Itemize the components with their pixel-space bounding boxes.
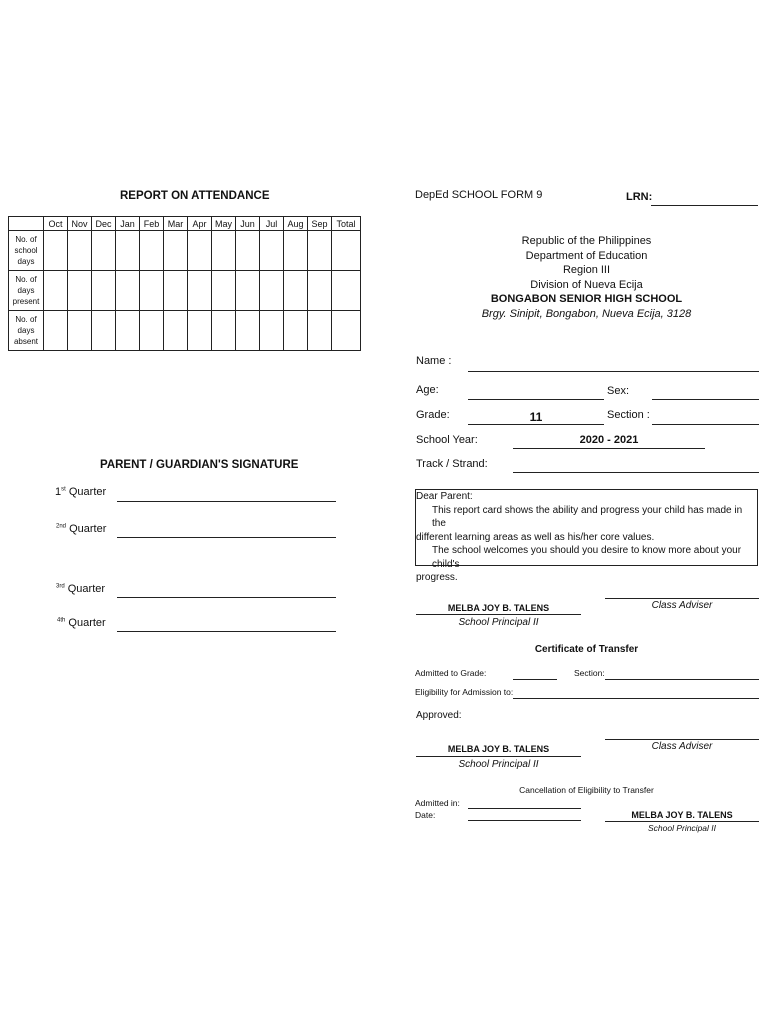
department-text: Department of Education <box>525 249 648 262</box>
quarter-suffix: st <box>61 486 66 493</box>
month-header: Mar <box>164 217 188 231</box>
attendance-cell[interactable] <box>236 231 260 271</box>
attendance-cell[interactable] <box>68 311 92 351</box>
quarter-suffix: 4th <box>57 617 66 624</box>
quarter-4-label <box>57 617 106 629</box>
republic-text: Republic of the Philippines <box>521 235 652 247</box>
approved-label: Approved: <box>416 710 462 721</box>
quarter-3-label <box>56 583 105 595</box>
quarter-text: Quarter <box>69 523 107 535</box>
principal-name-2: MELBA JOY B. TALENS <box>447 744 550 754</box>
parent-letter-box <box>415 489 758 583</box>
attendance-cell[interactable] <box>212 231 236 271</box>
age-field[interactable] <box>468 399 604 400</box>
date-label: Date: <box>415 810 436 820</box>
admitted-grade-label: Admitted to Grade: <box>415 668 487 678</box>
admitted-grade-field[interactable] <box>513 679 557 680</box>
attendance-cell[interactable] <box>212 271 236 311</box>
transfer-title: Certificate of Transfer <box>534 644 639 655</box>
letter-line: progress. <box>416 572 458 583</box>
attendance-table <box>8 216 361 351</box>
attendance-row-days-absent <box>9 311 361 351</box>
attendance-row-school-days <box>9 231 361 271</box>
attendance-cell[interactable] <box>284 231 308 271</box>
eligibility-label: Eligibility for Admission to: <box>415 687 514 697</box>
attendance-total-cell[interactable] <box>332 231 361 271</box>
section-field[interactable] <box>652 424 759 425</box>
attendance-cell[interactable] <box>116 231 140 271</box>
region-text: Region III <box>562 264 611 276</box>
quarter-1-signature-line[interactable] <box>117 501 336 502</box>
attendance-cell[interactable] <box>188 271 212 311</box>
attendance-cell[interactable] <box>188 231 212 271</box>
attendance-cell[interactable] <box>92 231 116 271</box>
row-label-line: absent <box>13 337 39 346</box>
month-header: Aug <box>284 217 308 231</box>
principal-title-3: School Principal II <box>647 823 717 833</box>
school-year-field[interactable] <box>513 448 705 449</box>
attendance-cell[interactable] <box>140 271 164 311</box>
name-label: Name : <box>416 355 452 367</box>
adviser-signature-line-1[interactable] <box>605 598 759 599</box>
quarter-2-label <box>56 523 106 535</box>
adviser-title-2: Class Adviser <box>651 741 713 752</box>
month-header: Jan <box>116 217 140 231</box>
principal-name-1: MELBA JOY B. TALENS <box>447 603 550 613</box>
cancellation-title: Cancellation of Eligibility to Transfer <box>519 785 654 795</box>
division-text: Division of Nueva Ecija <box>530 278 643 291</box>
quarter-4-signature-line[interactable] <box>117 631 336 632</box>
school-header <box>474 234 699 321</box>
attendance-cell[interactable] <box>260 311 284 351</box>
quarter-text: Quarter <box>68 617 106 629</box>
attendance-cell[interactable] <box>92 271 116 311</box>
month-header: Jun <box>236 217 260 231</box>
signature-title: PARENT / GUARDIAN'S SIGNATURE <box>100 459 299 471</box>
row-label-line: No. of <box>15 235 37 244</box>
principal-title-2: School Principal II <box>458 759 539 770</box>
row-label <box>9 311 44 351</box>
quarter-1-label <box>55 486 106 498</box>
row-label <box>9 231 44 271</box>
attendance-total-cell[interactable] <box>332 271 361 311</box>
month-header: Jul <box>260 217 284 231</box>
transfer-section-field[interactable] <box>605 679 759 680</box>
month-header: May <box>212 217 236 231</box>
age-label: Age: <box>416 384 439 396</box>
attendance-cell[interactable] <box>164 311 188 351</box>
quarter-2-signature-line[interactable] <box>117 537 336 538</box>
attendance-cell[interactable] <box>188 311 212 351</box>
row-label-line: No. of <box>15 315 37 324</box>
lrn-line[interactable] <box>651 205 758 206</box>
month-header: Dec <box>92 217 116 231</box>
attendance-cell[interactable] <box>44 271 68 311</box>
attendance-cell[interactable] <box>44 311 68 351</box>
attendance-cell[interactable] <box>68 271 92 311</box>
row-label-line: school <box>14 246 38 255</box>
quarter-text: Quarter <box>68 486 107 498</box>
attendance-row-days-present <box>9 271 361 311</box>
month-header: Oct <box>44 217 68 231</box>
quarter-suffix: 3rd <box>56 583 65 590</box>
attendance-cell[interactable] <box>164 271 188 311</box>
date-field[interactable] <box>468 820 581 821</box>
attendance-cell[interactable] <box>92 311 116 351</box>
attendance-cell[interactable] <box>236 311 260 351</box>
sex-field[interactable] <box>652 399 759 400</box>
principal-signature-line-3 <box>605 821 759 822</box>
quarter-text: Quarter <box>67 583 106 595</box>
attendance-cell[interactable] <box>140 231 164 271</box>
principal-signature-line-1 <box>416 614 581 615</box>
attendance-cell[interactable] <box>164 231 188 271</box>
grade-label: Grade: <box>416 409 450 421</box>
attendance-cell[interactable] <box>212 311 236 351</box>
principal-title-1: School Principal II <box>458 617 539 628</box>
row-label-line: days <box>17 326 35 335</box>
row-label <box>9 271 44 311</box>
principal-name-3: MELBA JOY B. TALENS <box>631 810 733 820</box>
attendance-cell[interactable] <box>68 231 92 271</box>
school-address: Brgy. Sinipit, Bongabon, Nueva Ecija, 3128 <box>481 307 692 320</box>
attendance-cell[interactable] <box>260 231 284 271</box>
attendance-title: REPORT ON ATTENDANCE <box>120 190 270 202</box>
admitted-in-label: Admitted in: <box>415 798 460 808</box>
name-field[interactable] <box>468 371 759 372</box>
attendance-corner-cell <box>9 217 44 231</box>
school-year-value: 2020 - 2021 <box>579 434 639 446</box>
attendance-cell[interactable] <box>260 271 284 311</box>
attendance-header-row <box>9 217 361 231</box>
grade-value: 11 <box>529 410 543 424</box>
quarter-suffix: 2nd <box>56 523 67 530</box>
row-label-line: days <box>17 257 35 266</box>
month-header: Sep <box>308 217 332 231</box>
letter-salutation: Dear Parent: <box>416 491 473 502</box>
quarter-number: 1 <box>55 486 62 498</box>
transfer-section-label: Section: <box>574 668 605 678</box>
attendance-total-cell[interactable] <box>332 311 361 351</box>
month-header: Apr <box>188 217 212 231</box>
row-label-line: No. of <box>15 275 37 284</box>
school-year-label: School Year: <box>416 434 478 446</box>
track-strand-field[interactable] <box>513 472 759 473</box>
attendance-cell[interactable] <box>308 231 332 271</box>
total-header: Total <box>332 217 361 231</box>
attendance-cell[interactable] <box>116 311 140 351</box>
form-label: DepEd SCHOOL FORM 9 <box>415 189 543 201</box>
admitted-in-field[interactable] <box>468 808 581 809</box>
letter-line: The school welcomes you should you desire to know more about your child's <box>432 545 742 570</box>
attendance-cell[interactable] <box>236 271 260 311</box>
attendance-cell[interactable] <box>308 311 332 351</box>
attendance-cell[interactable] <box>116 271 140 311</box>
attendance-cell[interactable] <box>44 231 68 271</box>
attendance-cell[interactable] <box>140 311 164 351</box>
month-header: Nov <box>68 217 92 231</box>
month-header: Feb <box>140 217 164 231</box>
attendance-cell[interactable] <box>284 311 308 351</box>
sex-label: Sex: <box>607 385 630 397</box>
attendance-cell[interactable] <box>308 271 332 311</box>
school-name: BONGABON SENIOR HIGH SCHOOL <box>490 293 683 305</box>
row-label-line: present <box>12 297 40 306</box>
principal-signature-line-2 <box>416 756 581 757</box>
quarter-3-signature-line[interactable] <box>117 597 336 598</box>
letter-line: different learning areas as well as his/her core values. <box>416 531 655 543</box>
attendance-cell[interactable] <box>284 271 308 311</box>
track-strand-label: Track / Strand: <box>416 458 488 470</box>
section-label: Section : <box>607 409 650 421</box>
eligibility-field[interactable] <box>513 698 759 699</box>
adviser-title-1: Class Adviser <box>651 600 713 611</box>
adviser-signature-line-2[interactable] <box>605 739 759 740</box>
grade-field[interactable] <box>468 424 604 425</box>
lrn-label: LRN: <box>626 191 653 203</box>
letter-line: This report card shows the ability and progress your child has made in the <box>432 504 743 529</box>
row-label-line: days <box>17 286 35 295</box>
